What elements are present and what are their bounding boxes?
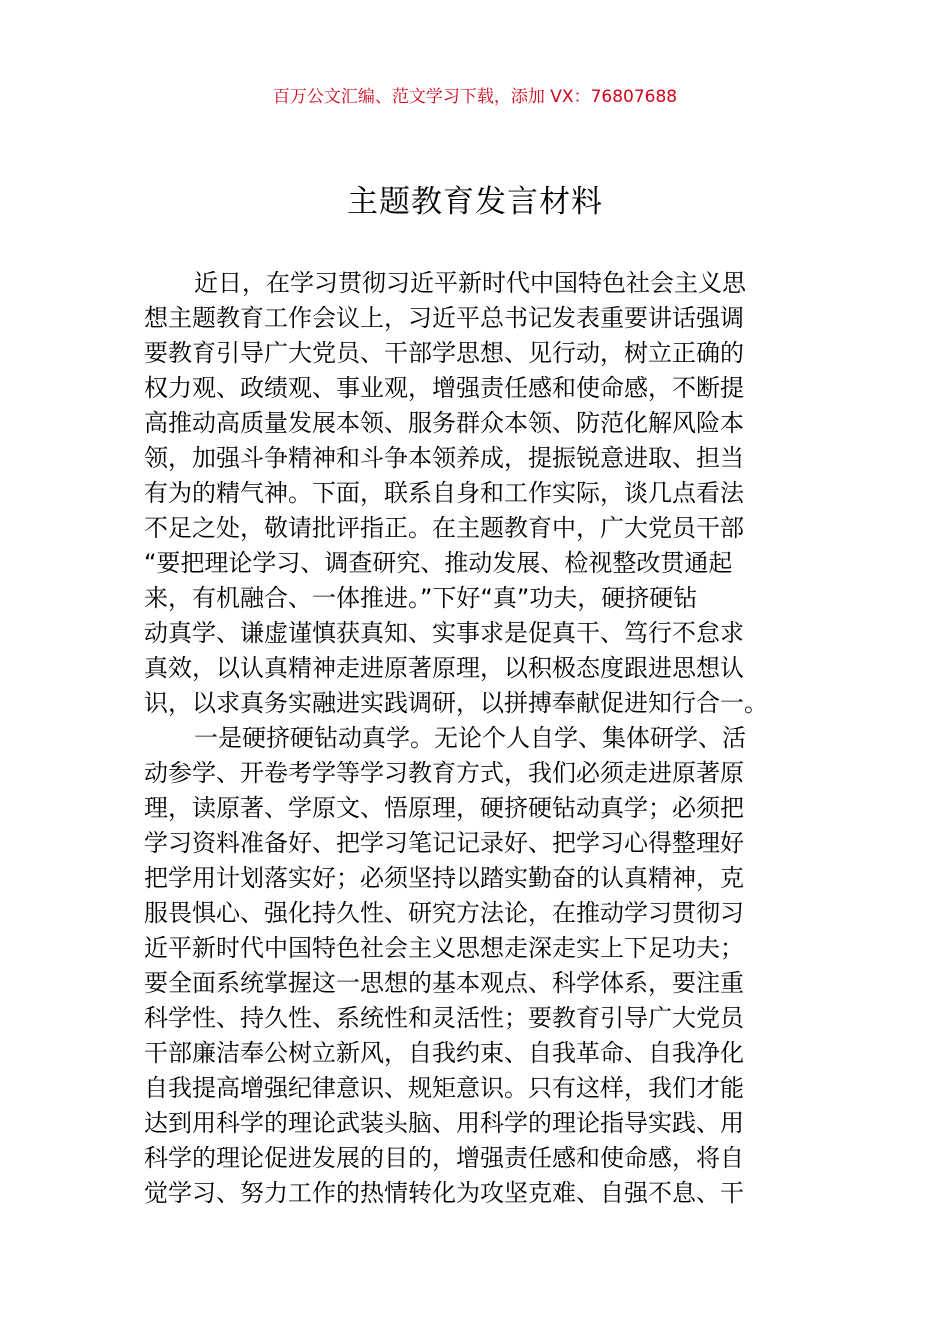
paragraph-line: 不足之处，敬请批评指正。在主题教育中，广大党员干部 xyxy=(144,514,744,542)
header-promo-note: 百万公文汇编、范文学习下载，添加 VX：76807688 xyxy=(272,87,678,107)
paragraph-line: 科学性、持久性、系统性和灵活性；要教育引导广大党员 xyxy=(144,1004,744,1032)
paragraph-line: 要全面系统掌握这一思想的基本观点、科学体系，要注重 xyxy=(144,969,744,997)
paragraph-line: “要把理论学习、调查研究、推动发展、检视整改贯通起 xyxy=(144,549,733,577)
paragraph-line: 一是硬挤硬钻动真学。无论个人自学、集体研学、活 xyxy=(194,724,746,752)
paragraph-line: 领，加强斗争精神和斗争本领养成，提振锐意进取、担当 xyxy=(144,444,744,472)
paragraph-line: 理，读原著、学原文、悟原理，硬挤硬钻动真学；必须把 xyxy=(144,794,744,822)
paragraph-line: 动参学、开卷考学等学习教育方式，我们必须走进原著原 xyxy=(144,759,744,787)
paragraph-line: 识，以求真务实融进实践调研，以拼搏奉献促进知行合一。 xyxy=(144,689,768,717)
paragraph-line: 科学的理论促进发展的目的，增强责任感和使命感，将自 xyxy=(144,1144,744,1172)
paragraph-1 xyxy=(144,266,808,721)
paragraph-line: 要教育引导广大党员、干部学思想、见行动，树立正确的 xyxy=(144,339,744,367)
document-body xyxy=(144,266,808,1211)
paragraph-2 xyxy=(144,721,808,1211)
paragraph-line: 服畏惧心、强化持久性、研究方法论，在推动学习贯彻习 xyxy=(144,899,744,927)
paragraph-line: 权力观、政绩观、事业观，增强责任感和使命感，不断提 xyxy=(144,374,744,402)
paragraph-line: 有为的精气神。下面，联系自身和工作实际，谈几点看法 xyxy=(144,479,744,507)
paragraph-line: 高推动高质量发展本领、服务群众本领、防范化解风险本 xyxy=(144,409,744,437)
paragraph-line: 干部廉洁奉公树立新风，自我约束、自我革命、自我净化 xyxy=(144,1039,744,1067)
paragraph-line: 近日，在学习贯彻习近平新时代中国特色社会主义思 xyxy=(194,269,746,297)
paragraph-line: 想主题教育工作会议上，习近平总书记发表重要讲话强调 xyxy=(144,304,744,332)
paragraph-line: 来，有机融合、一体推进。”下好“真”功夫，硬挤硬钻 xyxy=(144,584,698,612)
paragraph-line: 动真学、谦虚谨慎获真知、实事求是促真干、笃行不怠求 xyxy=(144,619,744,647)
paragraph-line: 学习资料准备好、把学习笔记记录好、把学习心得整理好 xyxy=(144,829,744,857)
paragraph-line: 觉学习、努力工作的热情转化为攻坚克难、自强不息、干 xyxy=(144,1179,744,1207)
paragraph-line: 近平新时代中国特色社会主义思想走深走实上下足功夫； xyxy=(144,934,744,962)
document-title: 主题教育发言材料 xyxy=(347,184,603,220)
paragraph-line: 自我提高增强纪律意识、规矩意识。只有这样，我们才能 xyxy=(144,1074,744,1102)
paragraph-line: 达到用科学的理论武装头脑、用科学的理论指导实践、用 xyxy=(144,1109,744,1137)
paragraph-line: 真效，以认真精神走进原著原理，以积极态度跟进思想认 xyxy=(144,654,744,682)
paragraph-line: 把学用计划落实好；必须坚持以踏实勤奋的认真精神，克 xyxy=(144,864,744,892)
